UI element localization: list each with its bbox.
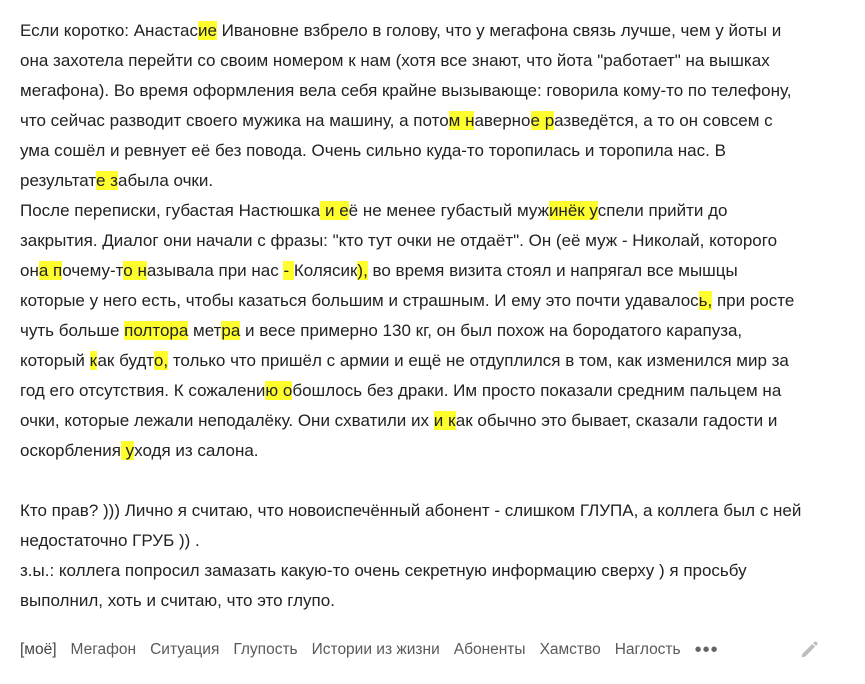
text-segment: ума сошёл и ревнует её без повода. Очень сильно куда-то торопилась и торопила нас. В xyxy=(20,141,726,160)
text-segment: ак обычно это бывает, сказали гадости и xyxy=(455,411,778,430)
text-segment: который xyxy=(20,351,90,370)
tags-bar xyxy=(20,637,820,663)
text-segment: во время визита стоял и напрягал все мышцы xyxy=(367,261,738,280)
text-segment: год его отсутствия. К сожалени xyxy=(20,381,266,400)
highlight-mark: ю о xyxy=(265,381,293,400)
text-segment: она захотела перейти со своим номером к нам (хотя все знают, что йота "работает" на вышках xyxy=(20,51,770,70)
highlight-mark: полтора xyxy=(124,321,189,340)
highlight-mark: к xyxy=(89,351,98,370)
tag-link[interactable]: Мегафон xyxy=(70,641,137,658)
highlight-mark: ), xyxy=(357,261,368,280)
post-line xyxy=(20,16,850,46)
post-line xyxy=(20,526,850,556)
highlight-mark: ь, xyxy=(698,291,713,310)
post-line xyxy=(20,76,850,106)
post-line xyxy=(20,226,850,256)
text-segment: абыла очки. xyxy=(117,171,214,190)
highlight-mark: - xyxy=(283,261,294,280)
highlight-mark: ра xyxy=(221,321,241,340)
text-segment: Ивановне взбрело в голову, что у мегафона связь лучше, чем у йоты и xyxy=(216,21,782,40)
more-dots-icon[interactable]: ••• xyxy=(694,639,719,661)
text-segment: азведётся, а то он совсем с xyxy=(554,111,773,130)
text-segment: азывала при нас xyxy=(146,261,284,280)
post-line xyxy=(20,286,850,316)
text-segment: выполнил, хоть и считаю, что это глупо. xyxy=(20,591,335,610)
post-line xyxy=(20,496,850,526)
tag-link[interactable]: [моё] xyxy=(20,641,57,658)
text-segment: Колясик xyxy=(293,261,358,280)
text-segment: ак будт xyxy=(97,351,154,370)
highlight-mark: и е xyxy=(320,201,349,220)
post-line xyxy=(20,106,850,136)
highlight-mark: и к xyxy=(433,411,456,430)
text-segment: мегафона). Во время оформления вела себя крайне вызывающе: говорила кому-то по телефону, xyxy=(20,81,792,100)
highlight-mark: о н xyxy=(123,261,147,280)
post-line xyxy=(20,346,850,376)
text-segment: ё не менее губастый муж xyxy=(348,201,549,220)
text-segment: аверно xyxy=(474,111,531,130)
text-segment: бошлось без драки. Им просто показали средним пальцем на xyxy=(292,381,782,400)
blank-line xyxy=(20,466,850,496)
text-segment: недостаточно ГРУБ )) . xyxy=(20,531,200,550)
text-segment: результат xyxy=(20,171,96,190)
text-segment: После переписки, губастая Настюшка xyxy=(20,201,321,220)
post-line xyxy=(20,316,850,346)
highlight-mark: е р xyxy=(530,111,555,130)
pencil-edit-icon[interactable] xyxy=(798,639,820,661)
post-line xyxy=(20,436,850,466)
text-segment: оскорбления xyxy=(20,441,121,460)
text-segment: Кто прав? ))) Лично я считаю, что новоиспечённый абонент - слишком ГЛУПА, а коллега был с ней xyxy=(20,501,802,520)
post-line xyxy=(20,166,850,196)
highlight-mark: у xyxy=(120,441,135,460)
post-line xyxy=(20,46,850,76)
post-line xyxy=(20,586,850,616)
text-segment: ходя из салона. xyxy=(134,441,259,460)
text-segment: только что пришёл с армии и ещё не отдуплился в том, как изменился мир за xyxy=(168,351,789,370)
highlight-mark: м н xyxy=(448,111,475,130)
post-line xyxy=(20,136,850,166)
text-segment: з.ы.: коллега попросил замазать какую-то очень секретную информацию сверху ) я просьбу xyxy=(20,561,747,580)
highlight-mark: инёк у xyxy=(548,201,598,220)
tag-link[interactable]: Истории из жизни xyxy=(311,641,440,658)
tag-link[interactable]: Наглость xyxy=(614,641,681,658)
text-segment: что сейчас разводит своего мужика на машину, а пото xyxy=(20,111,449,130)
text-segment: закрытия. Диалог они начали с фразы: "кто тут очки не отдаёт". Он (её муж - Николай, которого xyxy=(20,231,778,250)
tag-link[interactable]: Хамство xyxy=(539,641,601,658)
text-segment: чуть больше xyxy=(20,321,125,340)
highlight-mark: о, xyxy=(153,351,169,370)
text-segment: и весе примерно 130 кг, он был похож на бородатого карапуза, xyxy=(240,321,743,340)
post-line xyxy=(20,376,850,406)
text-segment: спели прийти до xyxy=(597,201,728,220)
post-line xyxy=(20,406,850,436)
tag-link[interactable]: Глупость xyxy=(233,641,298,658)
highlight-mark: а п xyxy=(38,261,63,280)
post-line xyxy=(20,196,850,226)
text-segment: он xyxy=(20,261,39,280)
text-segment: очему-т xyxy=(62,261,124,280)
tag-link[interactable]: Ситуация xyxy=(150,641,220,658)
text-segment: очки, которые лежали неподалёку. Они схватили их xyxy=(20,411,434,430)
tag-list xyxy=(20,641,695,659)
text-segment: при росте xyxy=(712,291,795,310)
highlight-mark: ие xyxy=(197,21,217,40)
post-line xyxy=(20,556,850,586)
post-line xyxy=(20,256,850,286)
text-segment: которые у него есть, чтобы казаться большим и страшным. И ему это почти удавалос xyxy=(20,291,699,310)
tag-link[interactable]: Абоненты xyxy=(453,641,526,658)
text-segment: Если коротко: Анастас xyxy=(20,21,198,40)
post-text xyxy=(20,16,850,616)
highlight-mark: е з xyxy=(96,171,118,190)
text-segment: мет xyxy=(188,321,222,340)
